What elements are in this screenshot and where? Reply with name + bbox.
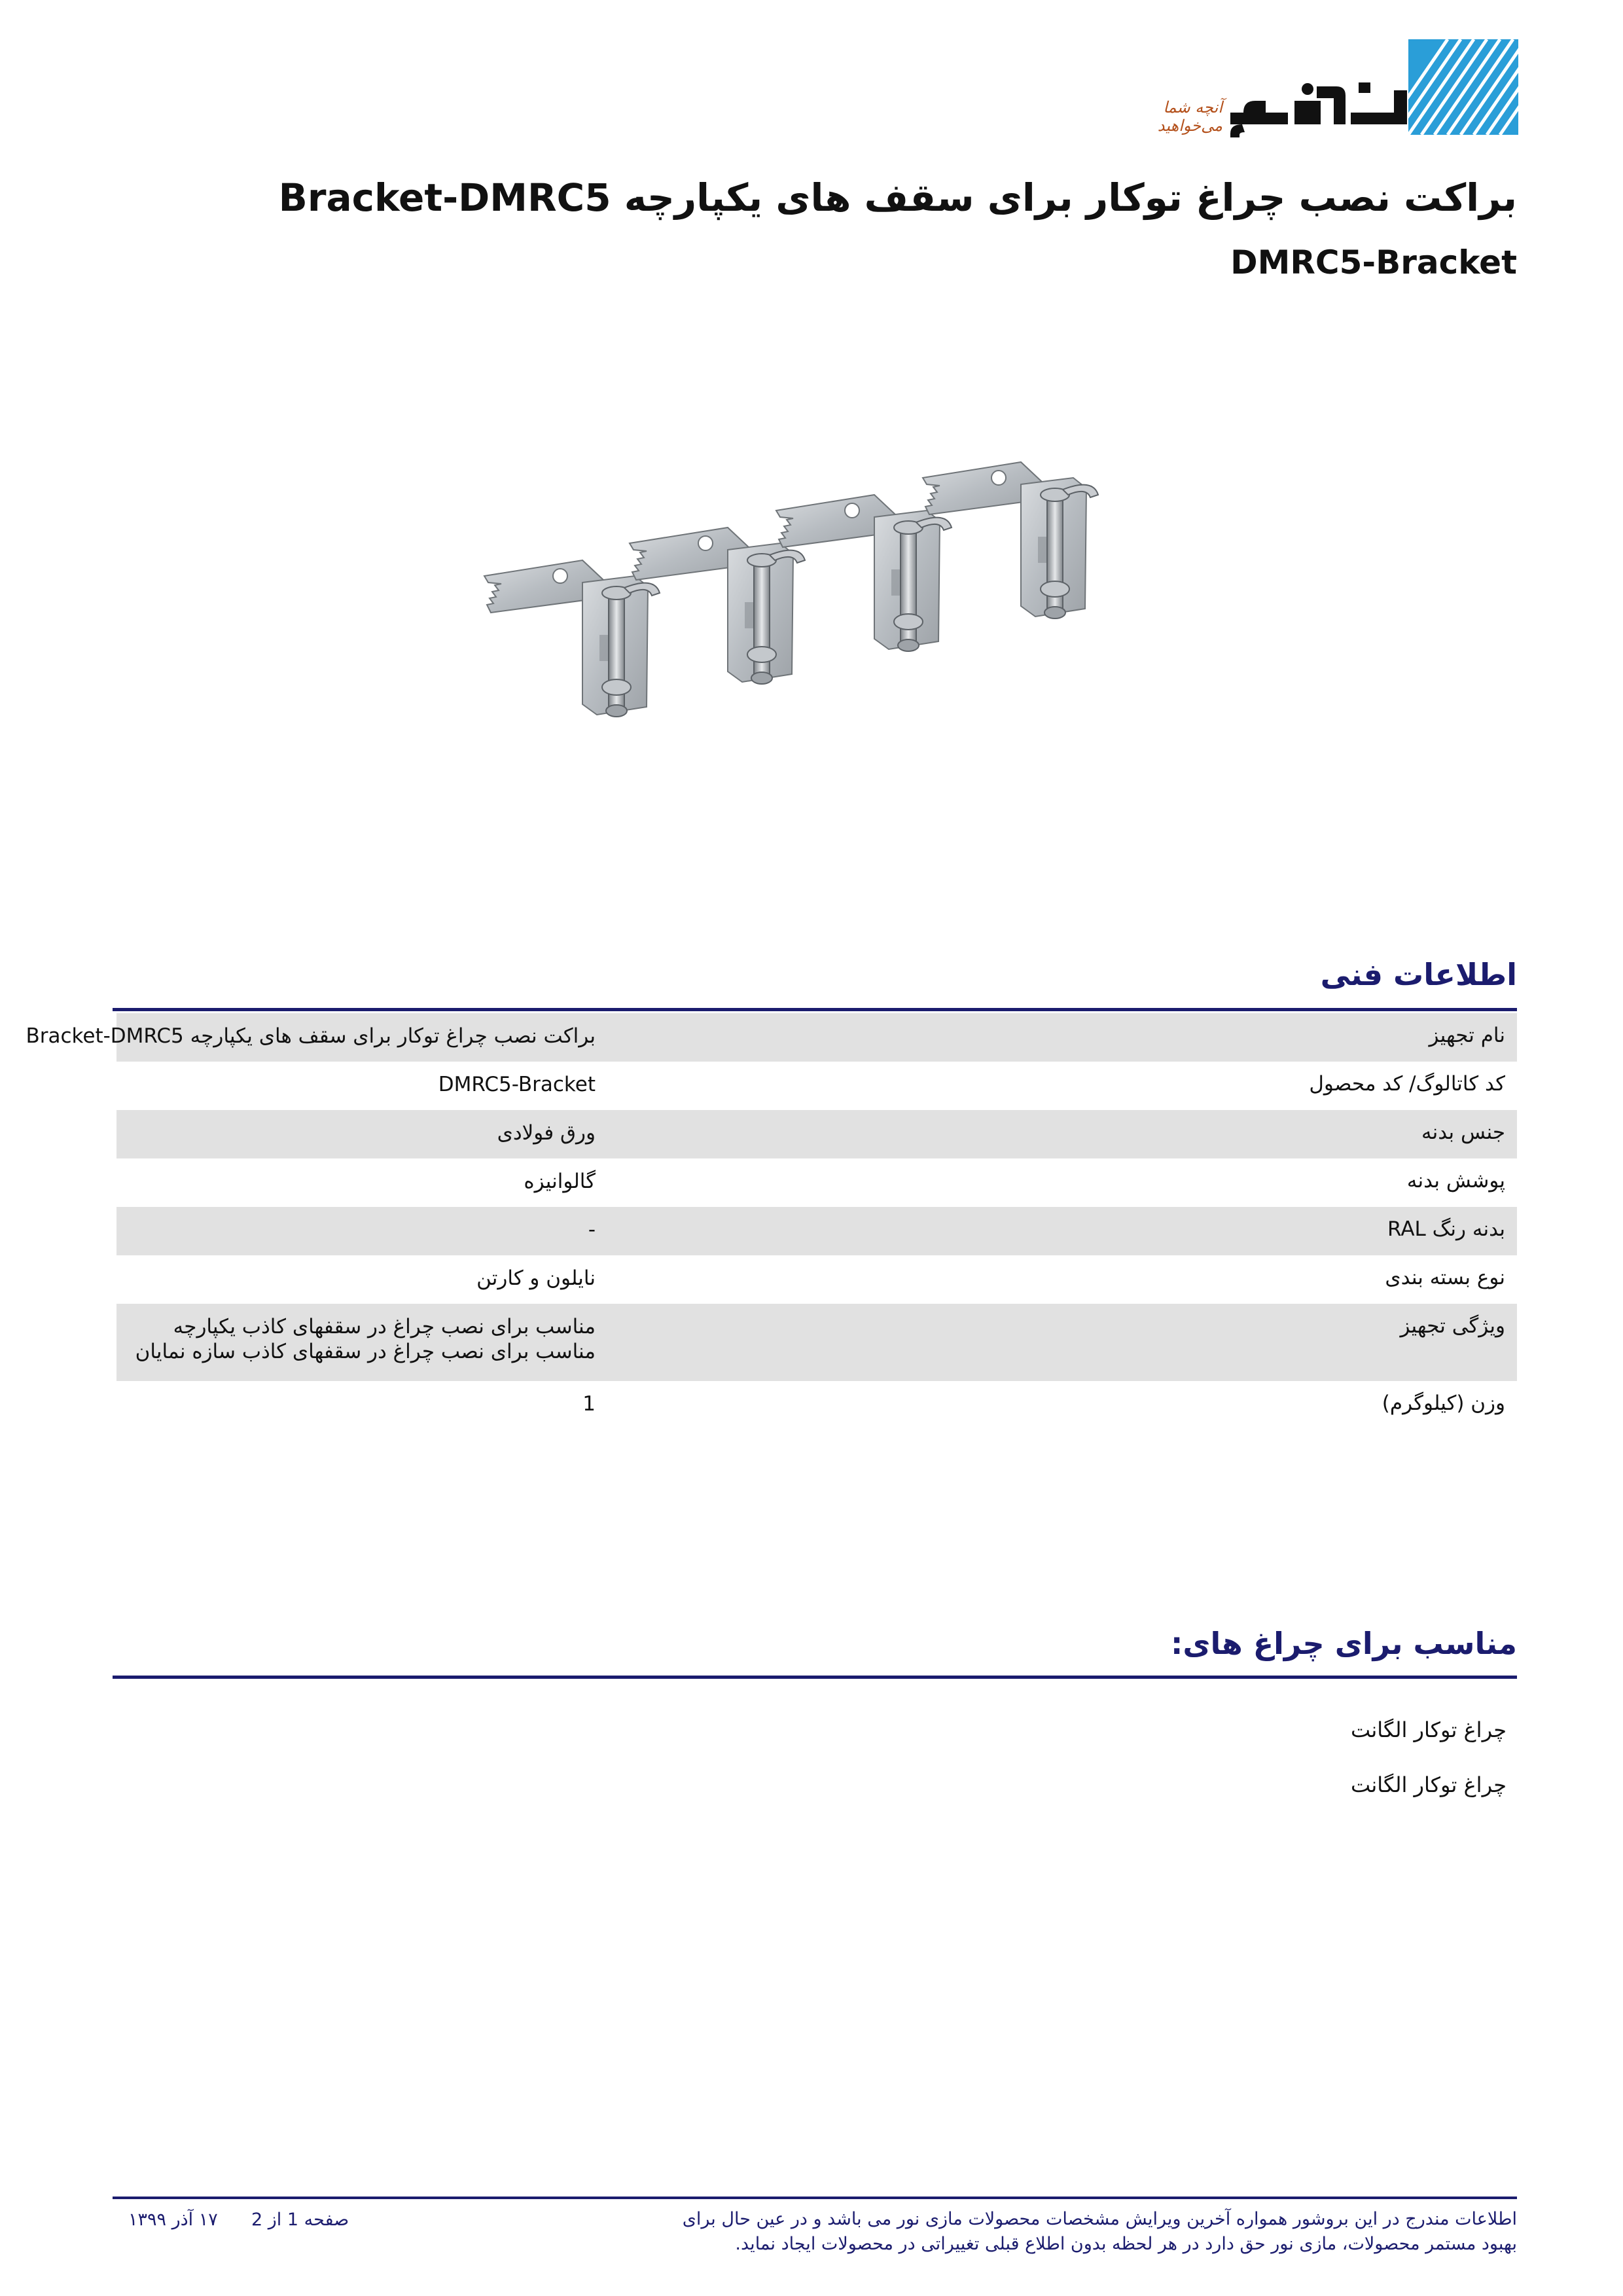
page-title: براکت نصب چراغ توکار برای سقف های یکپارچه Bracket-DMRC5	[278, 175, 1517, 220]
spec-label: پوشش بدنه	[1406, 1169, 1505, 1193]
list-item: چراغ توکار الگانت	[1350, 1772, 1507, 1797]
spec-label: نوع بسته بندی	[1385, 1266, 1505, 1289]
section-divider	[113, 1008, 1517, 1011]
footer-divider	[113, 2197, 1517, 2199]
spec-label: کد کاتالوگ/ کد محصول	[1309, 1072, 1505, 1096]
table-row	[116, 1158, 1517, 1207]
table-row	[116, 1381, 1517, 1429]
spec-value: 1	[582, 1392, 596, 1416]
section-divider	[113, 1676, 1517, 1679]
table-row	[116, 1110, 1517, 1158]
spec-label: وزن (کیلوگرم)	[1382, 1391, 1505, 1415]
spec-value: گالوانیزه	[524, 1170, 596, 1193]
spec-value: ورق فولادی	[497, 1121, 596, 1145]
table-row	[116, 1304, 1517, 1381]
page-subtitle: DMRC5-Bracket	[1230, 243, 1517, 281]
spec-label: ویژگی تجهیز	[1400, 1314, 1505, 1338]
spec-value: نایلون و کارتن	[476, 1266, 596, 1290]
suitable-for-heading: مناسب برای چراغ های:	[1171, 1626, 1517, 1661]
table-row	[26, 1013, 1517, 1062]
logo-tagline: آنچه شما می‌خواهید	[1157, 98, 1222, 135]
footer-date: ۱۷ آذر ۱۳۹۹	[128, 2210, 218, 2230]
technical-info-heading: اطلاعات فنی	[1320, 957, 1517, 992]
spec-label: جنس بدنه	[1421, 1121, 1505, 1144]
spec-label: نام تجهیز	[1429, 1024, 1505, 1047]
spec-value-line: مناسب برای نصب چراغ در سقفهای کاذب یکپارچه	[173, 1315, 596, 1338]
spec-label: بدنه رنگ RAL	[1387, 1217, 1505, 1241]
table-row	[116, 1255, 1517, 1304]
logo-wordmark	[1230, 77, 1408, 137]
page-number: صفحه 1 از 2	[251, 2210, 349, 2230]
footer-disclaimer: اطلاعات مندرج در این بروشور همواره آخرین ویرایش مشخصات محصولات مازی نور می باشد و در عین حال برای بهبود مستمر محصولات، مازی نور حق دارد در هر لحظه بدون اطلاع قبلی تغییراتی در محصولات ایجاد نماید.	[682, 2209, 1517, 2254]
spec-table	[26, 1013, 1517, 1429]
list-item: چراغ توکار الگانت	[1350, 1717, 1507, 1742]
spec-value	[135, 1314, 596, 1364]
spec-value: -	[588, 1218, 596, 1242]
spec-value: براکت نصب چراغ توکار برای سقف های یکپارچه Bracket-DMRC5	[26, 1024, 596, 1048]
table-row	[116, 1207, 1517, 1255]
spec-value: DMRC5-Bracket	[438, 1073, 596, 1096]
table-row	[116, 1062, 1517, 1110]
logo-mark-icon	[1408, 39, 1518, 135]
product-photo	[478, 452, 1158, 746]
spec-value-line: مناسب برای نصب چراغ در سقفهای کاذب سازه نمایان	[135, 1340, 596, 1363]
